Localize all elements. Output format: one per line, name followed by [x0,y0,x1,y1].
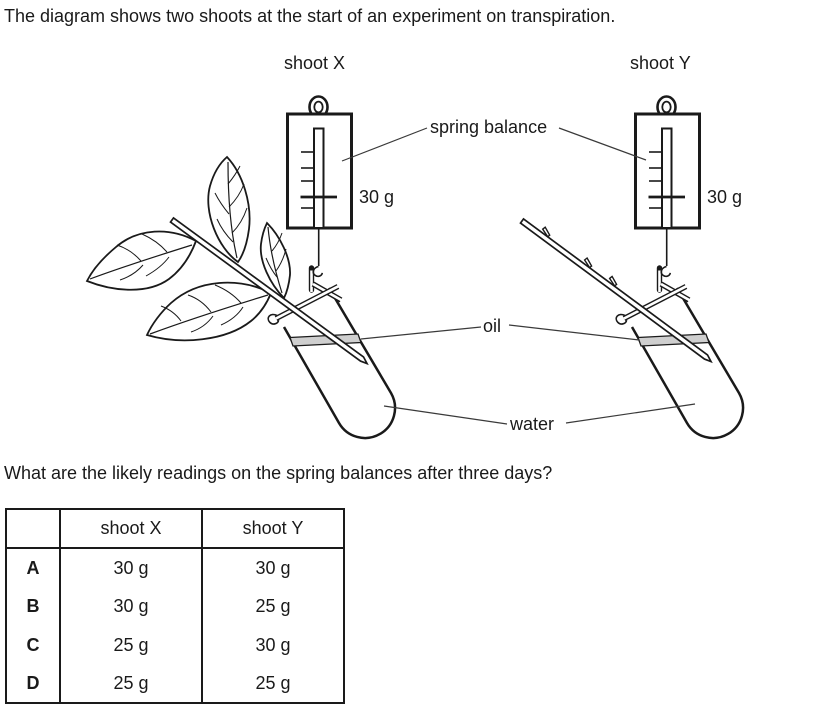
spring-balance-label: spring balance [430,117,548,137]
table-row-option-c [6,626,344,665]
option-a-shoot-y: 30 g [255,557,291,578]
option-letter: C [6,626,60,665]
table-header-row [6,509,344,548]
option-letter: B [6,587,60,626]
leaf [87,231,196,289]
leader-oil-left [361,327,481,339]
balance-reading-x: 30 g [359,187,395,207]
option-b-shoot-x: 30 g [60,587,202,626]
shoot-x-label: shoot X [284,53,346,73]
answer-options-table [5,508,345,704]
leader-water-left [384,406,507,424]
apparatus-shoot-y [616,97,743,438]
question-text: What are the likely readings on the spring balances after three days? [4,463,553,483]
header-shoot-y: shoot Y [242,518,304,538]
oil-label: oil [483,316,502,336]
table-row-option-d [6,665,344,703]
header-shoot-x: shoot X [60,509,202,548]
water-label: water [510,414,555,434]
option-letter: A [6,548,60,587]
leader-oil-right [509,325,639,340]
answer-table-header [6,509,344,548]
cut-petiole-nubs [543,227,617,286]
leaf [208,157,249,262]
option-c-shoot-y: 30 g [255,635,291,655]
option-b-shoot-y: 25 g [255,596,291,616]
leader-spring-balance-left [342,128,427,161]
leader-spring-balance-right [559,128,646,160]
leader-water-right [566,404,695,423]
option-d-shoot-y: 25 g [255,673,291,693]
option-d-shoot-x: 25 g [60,665,202,703]
option-c-shoot-x: 25 g [60,626,202,665]
page-title: The diagram shows two shoots at the start of an experiment on transpiration. [4,6,616,26]
option-letter: D [6,665,60,703]
table-row-option-a [6,548,344,587]
header-empty-cell [6,509,60,548]
leaf [147,283,271,341]
table-row-option-b [6,587,344,626]
balance-reading-y: 30 g [707,187,743,207]
shoot-y-label: shoot Y [630,53,691,73]
option-a-shoot-x: 30 g [60,548,202,587]
